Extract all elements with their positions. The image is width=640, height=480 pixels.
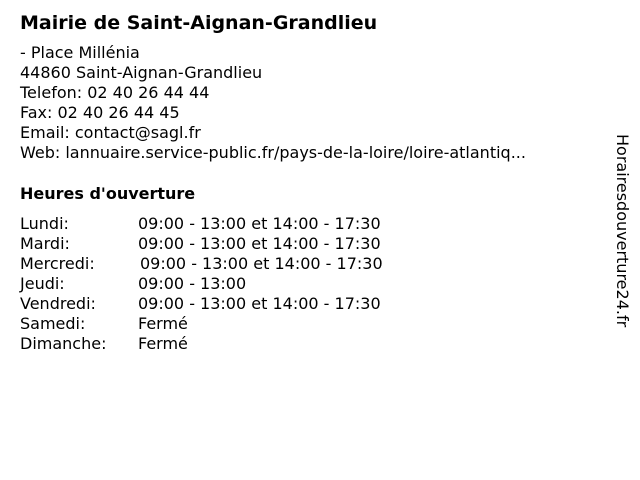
- day-label: Samedi:: [20, 314, 86, 333]
- site-watermark: Horairesdouverture24.fr: [613, 134, 632, 328]
- day-label: Jeudi:: [20, 274, 65, 293]
- phone-number: Telefon: 02 40 26 44 44: [20, 83, 210, 102]
- hours-row-tuesday: [20, 234, 440, 254]
- day-hours: Fermé: [138, 334, 188, 353]
- hours-row-sunday: [20, 334, 440, 354]
- day-hours: 09:00 - 13:00 et 14:00 - 17:30: [140, 254, 383, 273]
- page-title: Mairie de Saint-Aignan-Grandlieu: [20, 12, 378, 34]
- email-address: Email: contact@sagl.fr: [20, 123, 201, 142]
- day-label: Dimanche:: [20, 334, 107, 353]
- day-hours: Fermé: [138, 314, 188, 333]
- hours-heading: Heures d'ouverture: [20, 184, 196, 203]
- opening-hours-table: [20, 214, 440, 354]
- hours-row-thursday: [20, 274, 440, 294]
- day-hours: 09:00 - 13:00 et 14:00 - 17:30: [138, 214, 381, 233]
- day-hours: 09:00 - 13:00: [138, 274, 247, 293]
- day-hours: 09:00 - 13:00 et 14:00 - 17:30: [138, 294, 381, 313]
- hours-row-wednesday: [20, 254, 440, 274]
- day-label: Vendredi:: [20, 294, 96, 313]
- fax-number: Fax: 02 40 26 44 45: [20, 103, 180, 122]
- website-url: Web: lannuaire.service-public.fr/pays-de-la-loire/loire-atlantiq...: [20, 143, 526, 162]
- address-block: [20, 43, 526, 163]
- hours-row-saturday: [20, 314, 440, 334]
- day-hours: 09:00 - 13:00 et 14:00 - 17:30: [138, 234, 381, 253]
- street-address: - Place Millénia: [20, 43, 140, 62]
- city-postal: 44860 Saint-Aignan-Grandlieu: [20, 63, 263, 82]
- hours-row-monday: [20, 214, 440, 234]
- hours-row-friday: [20, 294, 440, 314]
- day-label: Mercredi:: [20, 254, 95, 273]
- day-label: Lundi:: [20, 214, 69, 233]
- day-label: Mardi:: [20, 234, 70, 253]
